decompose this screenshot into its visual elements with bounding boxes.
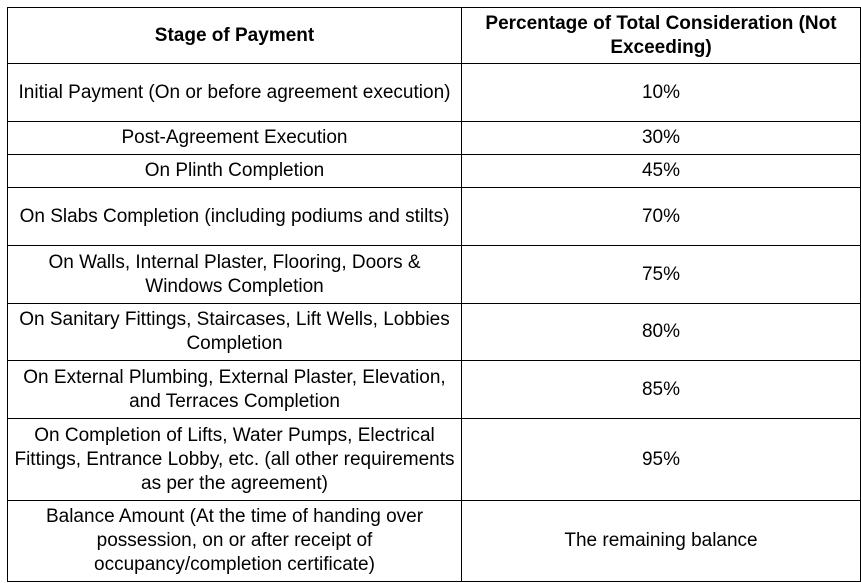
percentage-cell: 70%: [462, 188, 861, 246]
percentage-cell: 95%: [462, 419, 861, 501]
header-percentage: Percentage of Total Consideration (Not Exceeding): [462, 8, 861, 64]
stage-cell: On External Plumbing, External Plaster, Elevation, and Terraces Completion: [8, 361, 462, 419]
stage-cell: On Walls, Internal Plaster, Flooring, Doors & Windows Completion: [8, 246, 462, 304]
stage-cell: On Plinth Completion: [8, 155, 462, 188]
percentage-cell: 85%: [462, 361, 861, 419]
table-row: [8, 122, 861, 155]
header-stage: Stage of Payment: [8, 8, 462, 64]
table-row: [8, 361, 861, 419]
table-row: [8, 501, 861, 582]
stage-cell: Balance Amount (At the time of handing over possession, on or after receipt of occupancy/completion certificate): [8, 501, 462, 582]
table-row: [8, 419, 861, 501]
stage-cell: On Slabs Completion (including podiums and stilts): [8, 188, 462, 246]
percentage-cell: The remaining balance: [462, 501, 861, 582]
stage-cell: On Sanitary Fittings, Staircases, Lift Wells, Lobbies Completion: [8, 304, 462, 361]
table-header-row: [8, 8, 861, 64]
percentage-cell: 80%: [462, 304, 861, 361]
stage-cell: Initial Payment (On or before agreement execution): [8, 64, 462, 122]
stage-cell: Post-Agreement Execution: [8, 122, 462, 155]
table-row: [8, 304, 861, 361]
table-row: [8, 64, 861, 122]
stage-cell: On Completion of Lifts, Water Pumps, Electrical Fittings, Entrance Lobby, etc. (all other requirements as per the agreement): [8, 419, 462, 501]
table-row: [8, 246, 861, 304]
payment-schedule-table: [7, 7, 861, 582]
table-row: [8, 155, 861, 188]
table-row: [8, 188, 861, 246]
percentage-cell: 30%: [462, 122, 861, 155]
percentage-cell: 75%: [462, 246, 861, 304]
percentage-cell: 45%: [462, 155, 861, 188]
percentage-cell: 10%: [462, 64, 861, 122]
